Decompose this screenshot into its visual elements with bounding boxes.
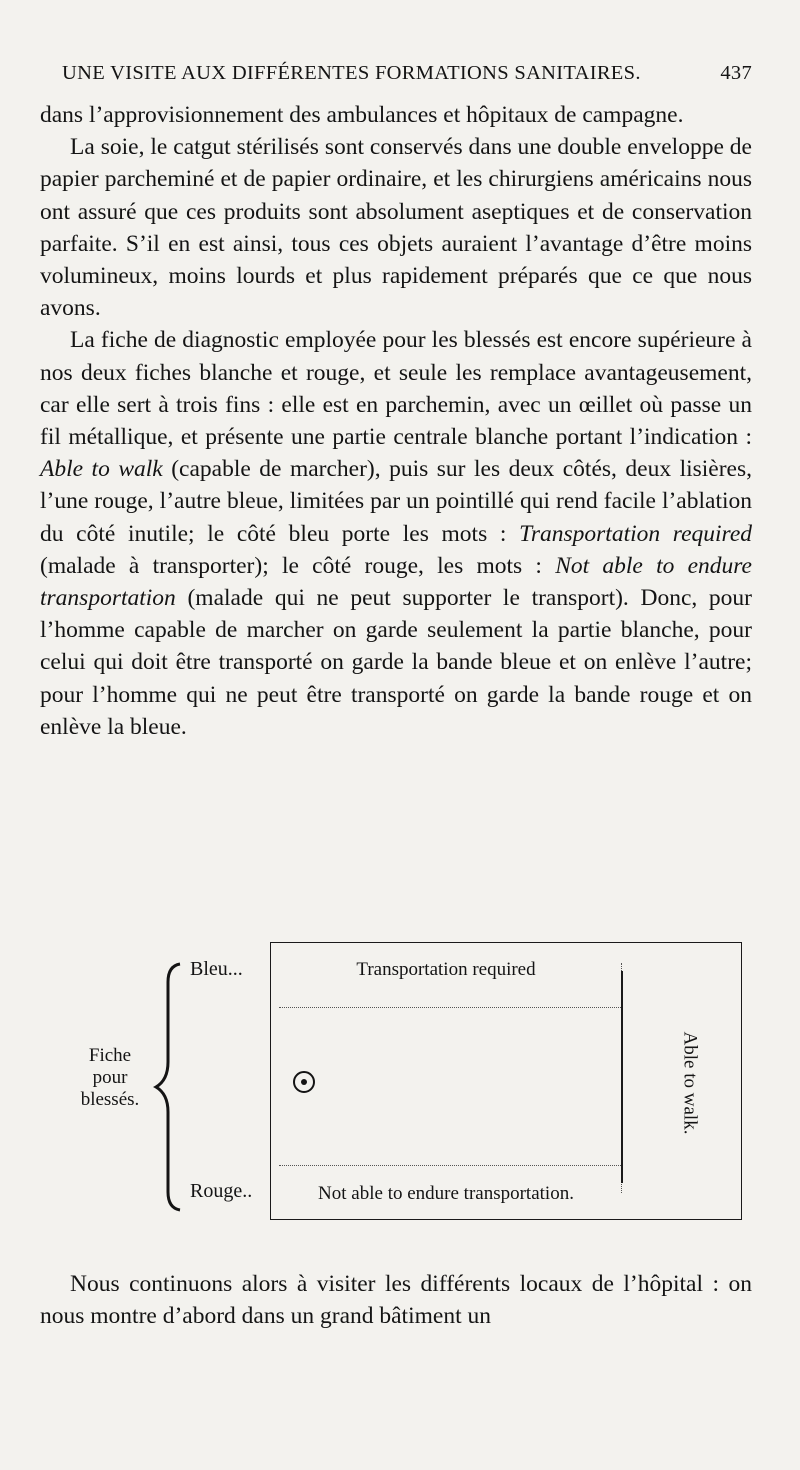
band-top-text: Transportation required xyxy=(356,959,536,980)
term-able-to-walk: Able to walk xyxy=(40,456,163,483)
paragraph-3-part-d: (malade qui ne peut supporter le transport). Donc, pour l’homme capable de marcher on garde seulement la partie blanche, pour celui qui doit être transporté on garde la bande bleue et on enlève l’autre; pour l’homme qui ne peut être transporté on garde la bande rouge et on enlève la bleue. xyxy=(40,585,752,740)
band-bottom-text: Not able to endure transportation. xyxy=(318,1183,574,1204)
paragraph-1: dans l’approvisionnement des ambulances et hôpitaux de campagne. xyxy=(40,102,684,128)
term-transportation-required: Transportation required xyxy=(519,520,752,547)
side-strip-border xyxy=(621,971,623,1183)
band-side xyxy=(629,1023,749,1143)
label-rouge: Rouge.. xyxy=(190,1180,253,1202)
main-text xyxy=(40,99,752,743)
term-not-able: Not able to endure transportation xyxy=(40,552,752,612)
paragraph-3-part-c: (malade à transporter); le côté rouge, les mots : xyxy=(40,552,556,579)
paragraph-4: Nous continuons alors à visiter les différents locaux de l’hôpital : on nous montre d’abord dans un grand bâtiment un xyxy=(40,1271,752,1330)
figure-left-caption xyxy=(60,1045,160,1111)
eyelet-icon xyxy=(289,1067,319,1097)
closing-text xyxy=(40,1268,752,1332)
perforation-bottom xyxy=(279,1165,621,1166)
caption-line-3: blessés. xyxy=(80,1089,140,1110)
label-bleu: Bleu... xyxy=(190,958,243,980)
paragraph-3-part-b: (capable de marcher), puis sur les deux côtés, deux lisières, l’une rouge, l’autre bleue, limitées par un pointillé qui rend facile l’ablation du côté inutile; le côté bleu porte les mots : xyxy=(40,456,753,547)
running-title: UNE VISITE AUX DIFFÉRENTES FORMATIONS SANITAIRES. xyxy=(62,62,641,84)
band-side-text: Able to walk. xyxy=(679,1031,700,1135)
perforation-top xyxy=(279,1007,621,1008)
page-number: 437 xyxy=(720,62,752,84)
diagnostic-tag-diagram xyxy=(270,942,742,1220)
brace-icon xyxy=(150,962,190,1212)
paragraph-2: La soie, le catgut stérilisés sont conservés dans une double enveloppe de papier parcheminé et de papier ordinaire, et les chirurgiens américains nous ont assuré que ces produits sont absolument aseptiques et de conservation parfaite. S’il en est ainsi, tous ces objets auraient l’avantage d’être moins volumineux, moins lourds et plus rapidement préparés que ce que nous avons. xyxy=(40,134,752,322)
running-header xyxy=(62,62,752,85)
paragraph-3 xyxy=(40,324,752,743)
paragraph-3-part-a: La fiche de diagnostic employée pour les blessés est encore supérieure à nos deux fiches blanche et rouge, et seule les remplace avantageusement, car elle sert à trois fins : elle est en parchemin, avec un œillet où passe un fil métallique, et présente une partie centrale blanche portant l’indication : xyxy=(40,327,752,451)
caption-line-2: pour xyxy=(92,1067,128,1088)
caption-line-1: Fiche xyxy=(88,1045,132,1066)
